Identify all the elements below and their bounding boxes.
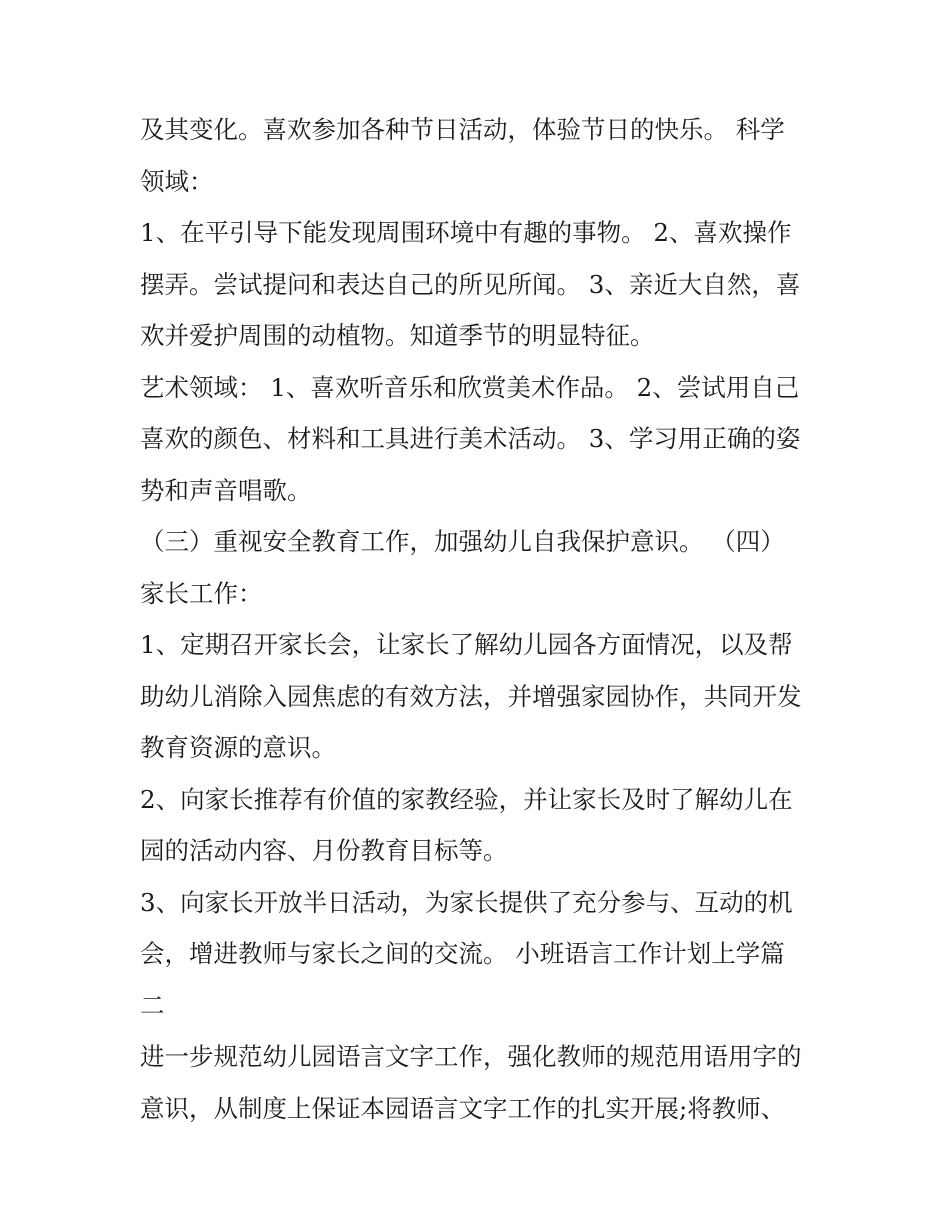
text-line: 园的活动内容、月份教育目标等。	[140, 836, 508, 865]
text-line: （三）重视安全教育工作，加强幼儿自我保护意识。 （四）	[140, 527, 785, 556]
text-line: 意识，从制度上保证本园语言文字工作的扎实开展;将教师、	[140, 1093, 786, 1123]
text-line: 二	[140, 990, 165, 1020]
text-line: 欢并爱护周围的动植物。知道季节的明显特征。	[140, 321, 655, 350]
text-line: 教育资源的意识。	[140, 733, 336, 762]
text-line: 家长工作：	[140, 578, 263, 608]
text-line: 3、向家长开放半日活动，为家长提供了充分参与、互动的机	[140, 887, 793, 917]
text-line: 艺术领域： 1、喜欢听音乐和欣赏美术作品。 2、尝试用自己	[140, 372, 800, 402]
text-line: 摆弄。尝试提问和表达自己的所见所闻。 3、亲近大自然，喜	[140, 269, 801, 299]
document-body	[140, 104, 820, 1134]
text-line: 2、向家长推荐有价值的家教经验，并让家长及时了解幼儿在	[140, 784, 793, 814]
text-line: 助幼儿消除入园焦虑的有效方法，并增强家园协作，共同开发	[140, 681, 802, 711]
text-line: 领域：	[140, 166, 214, 196]
text-line: 会，增进教师与家长之间的交流。 小班语言工作计划上学篇	[140, 939, 785, 968]
text-line: 1、在平引导下能发现周围环境中有趣的事物。 2、喜欢操作	[140, 218, 792, 247]
text-line: 1、定期召开家长会，让家长了解幼儿园各方面情况，以及帮	[140, 630, 793, 659]
text-line: 及其变化。喜欢参加各种节日活动，体验节日的快乐。 科学	[140, 115, 785, 144]
text-line: 势和声音唱歌。	[140, 475, 312, 505]
text-line: 喜欢的颜色、材料和工具进行美术活动。 3、学习用正确的姿	[140, 424, 801, 453]
text-line: 进一步规范幼儿园语言文字工作，强化教师的规范用语用字的	[140, 1042, 802, 1071]
